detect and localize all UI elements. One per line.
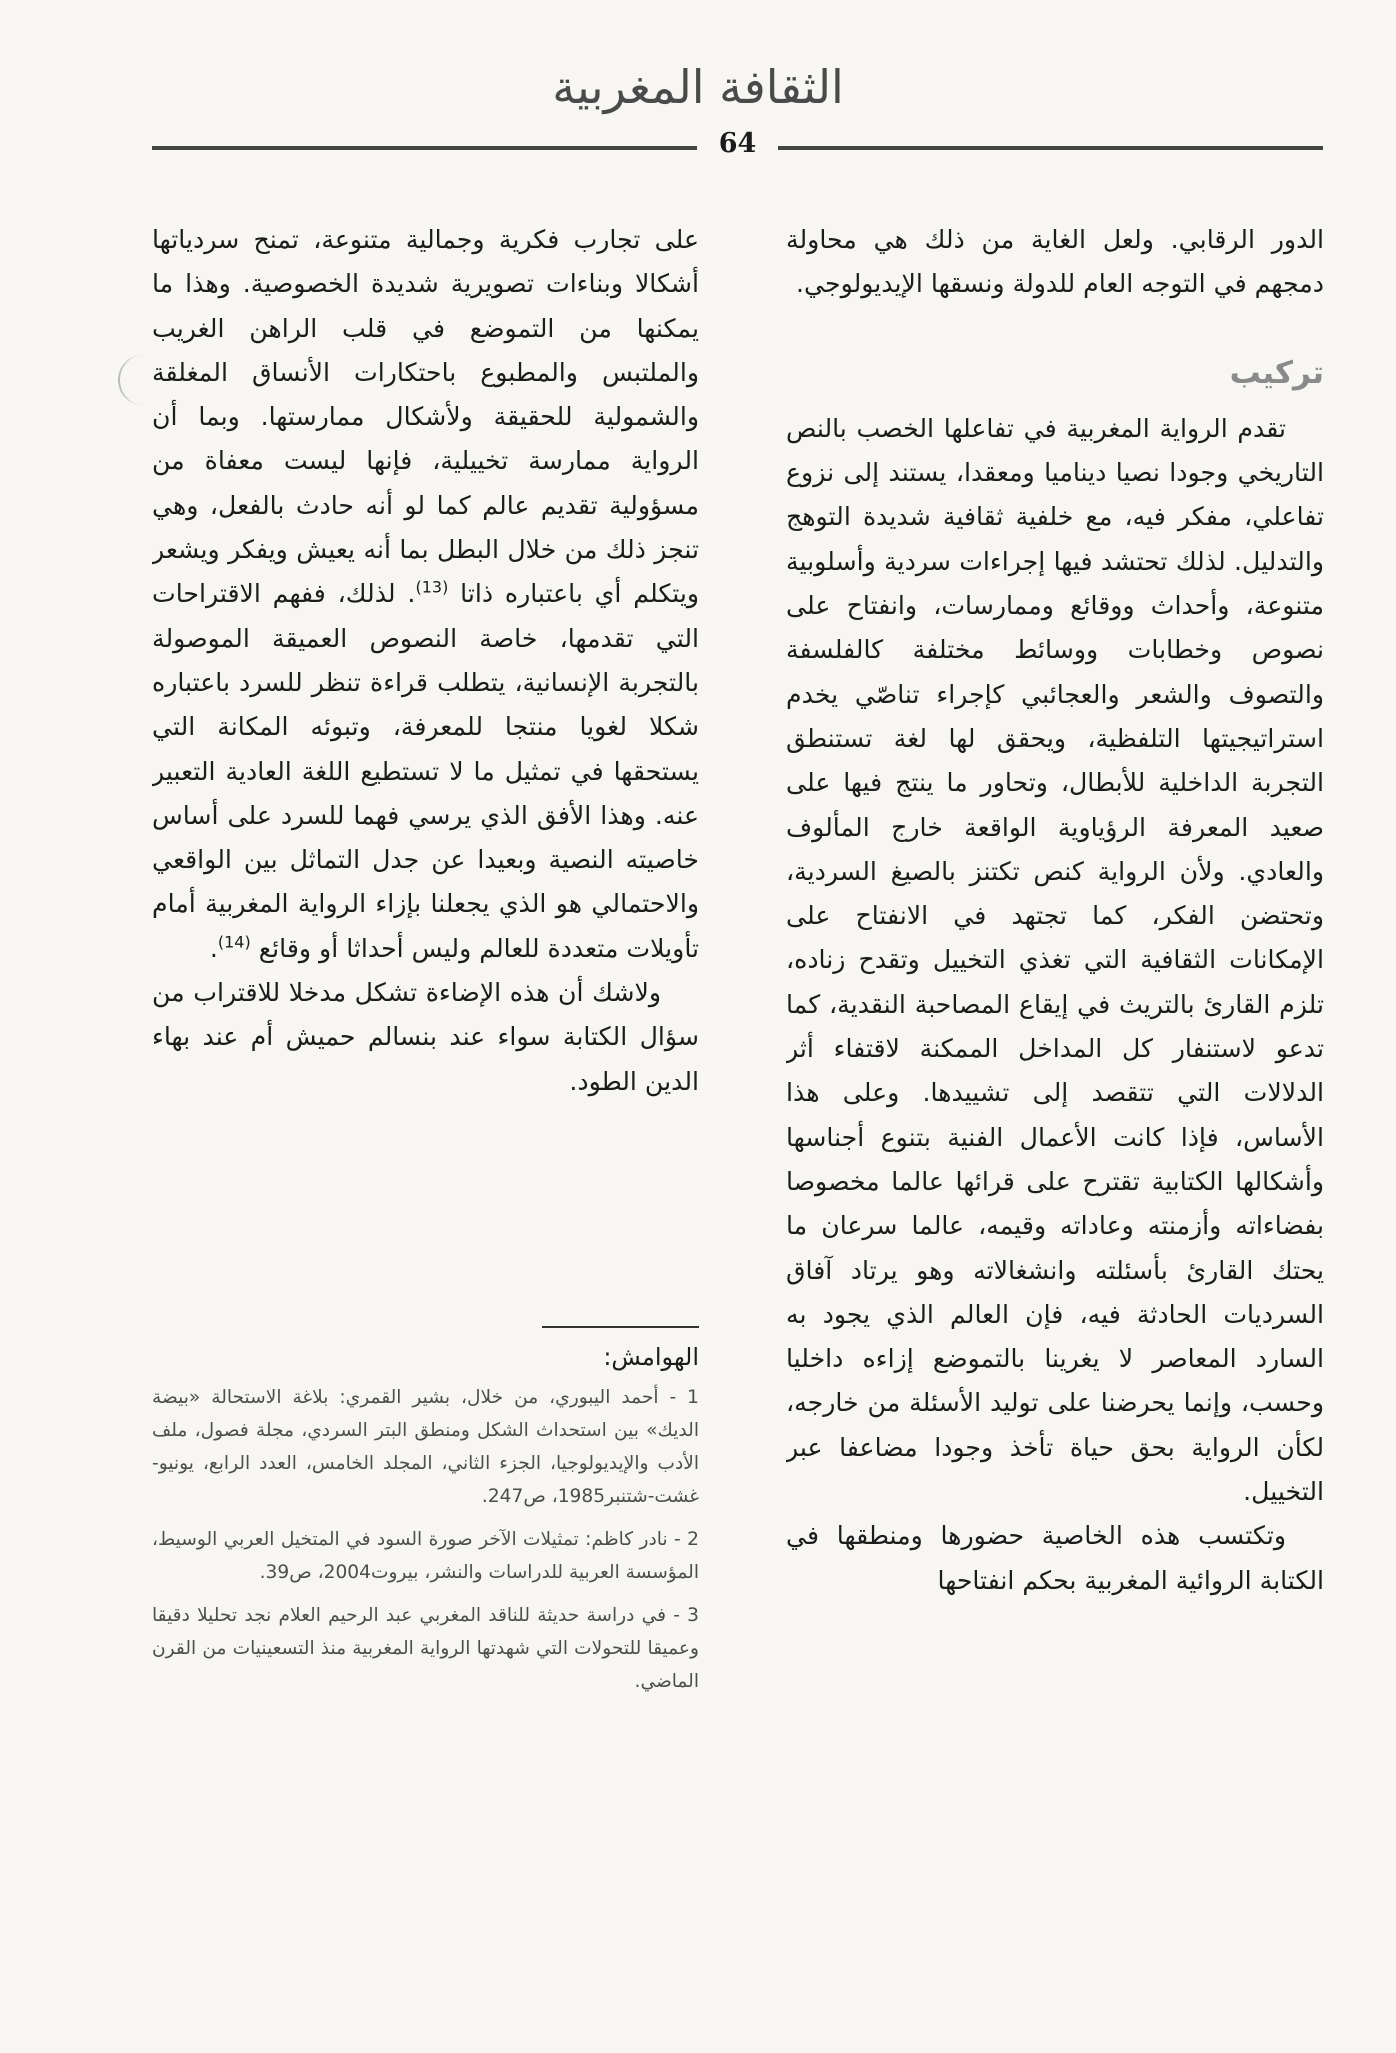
section-heading: تركيب [1229, 354, 1324, 391]
body-paragraph: تقدم الرواية المغربية في تفاعلها الخصب بالنص التاريخي وجودا نصيا ديناميا ومعقدا، يستند إلى نزوع تفاعلي، مفكر فيه، مع خلفية ثقافية شديدة التوهج والتدليل. لذلك تحتشد فيها إجراءات سردية وأسلوبية متنوعة، وأحداث ووقائع وممارسات، وانفتاح على نصوص وخطابات ووسائط مختلفة كالفلسفة والتصوف والشعر والعجائبي كإجراء تناصّي يخدم استراتيجيتها التلفظية، ويحقق لها لغة تستنطق التجربة الداخلية للأبطال، وتحاور ما ينتج فيها على صعيد المعرفة الرؤياوية الواقعة خارج المألوف والعادي. ولأن الرواية كنص تكتنز بالصيغ السردية، وتحتضن الفكر، كما تجتهد في الانفتاح على الإمكانات الثقافية التي تغذي التخييل وتقدح زناده، تلزم القارئ بالتريث في إيقاع المصاحبة النقدية، كما تدعو لاستنفار كل المداخل الممكنة لاقتفاء أثر الدلالات التي تتقصد إلى تشييدها. وعلى هذا الأساس، فإذا كانت الأعمال الفنية بتنوع أجناسها وأشكالها الكتابية تقترح على قرائها عالما مخصوصا بفضاءاته وأزمنته وعاداته وقيمه، عالما سرعان ما يحتك القارئ بأسئلته وانشغالاته وهو يرتاد آفاق السرديات الحادثة فيه، فإن العالم الذي يجود به السارد المعاصر لا يغرينا بالتموضع إزاءه داخليا وحسب، وإنما يحرضنا على توليد الأسئلة من خارجه، لكأن الرواية بحق حياة تأخذ وجودا مضاعفا عبر التخييل. [786, 413, 1324, 1507]
intro-paragraph: الدور الرقابي. ولعل الغاية من ذلك هي محاولة دمجهم في التوجه العام للدولة ونسقها الإيديولوجي. [786, 225, 1324, 299]
footnote-item: 2 - نادر كاظم: تمثيلات الآخر صورة السود في المتخيل العربي الوسيط، المؤسسة العربية للدراسات والنشر، بيروت2004، ص39. [152, 1529, 699, 1583]
footnote-separator [542, 1326, 699, 1328]
body-paragraph: ولاشك أن هذه الإضاءة تشكل مدخلا للاقتراب من سؤال الكتابة سواء عند بنسالم حميش أم عند بهاء الدين الطود. [152, 978, 699, 1096]
footnote-ref: (14) [217, 932, 251, 952]
footnote-ref: (13) [415, 577, 449, 597]
header-rule-right [778, 146, 1323, 150]
page-number: 64 [718, 128, 757, 159]
footnotes [152, 1337, 699, 1837]
header-rule-left [152, 146, 697, 150]
body-paragraph [152, 218, 699, 971]
body-text: . لذلك، ففهم الاقتراحات التي تقدمها، خاصة النصوص العميقة الموصولة بالتجربة الإنسانية، يتطلب قراءة تنظر للسرد باعتباره شكلا لغويا منتجا للمعرفة، وتبوئه المكانة التي يستحقها في تمثيل ما لا تستطيع اللغة العادية التعبير عنه. وهذا الأفق الذي يرسي فهما للسرد على أساس خاصيته النصية وبعيدا عن جدل التماثل بين الواقعي والاحتمالي هو الذي يجعلنا بإزاء الرواية المغربية أمام تأويلات متعددة للعالم وليس أحداثا أو وقائع [152, 579, 699, 963]
right-column [786, 218, 1324, 1864]
footnote-item: 3 - في دراسة حديثة للناقد المغربي عبد الرحيم العلام نجد تحليلا دقيقا وعميقا للتحولات التي شهدتها الرواية المغربية منذ التسعينيات من القرن الماضي. [152, 1605, 699, 1692]
body-text: على تجارب فكرية وجمالية متنوعة، تمنح سردياتها أشكالا وبناءات تصويرية شديدة الخصوصية. وهذا ما يمكنها من التموضع في قلب الراهن الغريب والملتبس والمطبوع باحتكارات الأنساق المغلقة والشمولية للحقيقة ولأشكال ممارستها. وبما أن الرواية ممارسة تخييلية، فإنها ليست معفاة من مسؤولية تقديم عالم كما لو أنه حادث بالفعل، وهي تنجز ذلك من خلال البطل بما أنه يعيش ويفكر ويشعر ويتكلم أي باعتباره ذاتا [152, 225, 699, 609]
left-column [152, 218, 699, 1258]
footnote-item: 1 - أحمد اليبوري، من خلال، بشير القمري: بلاغة الاستحالة «بيضة الديك» بين استحداث الشكل ومنطق البتر السردي، مجلة فصول، ملف الأدب والإيديولوجيا، الجزء الثاني، المجلد الخامس، العدد الرابع، يونيو-غشت-شتنبر1985، ص247. [152, 1387, 699, 1507]
footnotes-title: الهوامش: [603, 1343, 699, 1371]
journal-title: الثقافة المغربية [552, 60, 844, 114]
body-text: . [209, 933, 218, 963]
body-paragraph: وتكتسب هذه الخاصية حضورها ومنطقها في الكتابة الروائية المغربية بحكم انفتاحها [786, 1521, 1324, 1595]
scan-bracket-mark [118, 355, 148, 405]
